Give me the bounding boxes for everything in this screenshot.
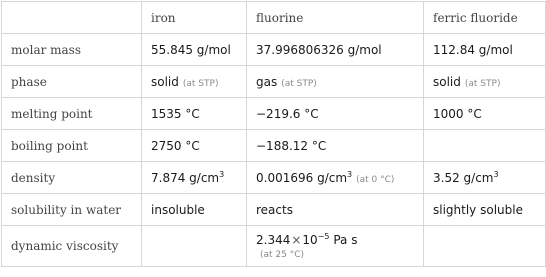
row-label-phase: phase: [2, 66, 142, 98]
phase-iron-note: (at STP): [182, 78, 219, 89]
density-iron: [142, 162, 247, 194]
viscosity-fluorine-exponent: −5: [317, 231, 330, 241]
density-ferric-fluoride-value: 3.52 g/cm: [433, 170, 494, 185]
times-sign: ×: [291, 232, 302, 247]
viscosity-fluorine-unit: Pa s: [333, 232, 358, 247]
phase-ferric-fluoride: [424, 66, 546, 98]
density-fluorine-exponent: 3: [347, 169, 353, 179]
phase-ferric-fluoride-note: (at STP): [464, 78, 501, 89]
phase-ferric-fluoride-value: solid: [433, 74, 461, 89]
row-label-viscosity: dynamic viscosity: [2, 226, 142, 267]
density-fluorine-note: (at 0 °C): [356, 174, 395, 185]
header-row: [2, 2, 546, 34]
melting-point-iron: 1535 °C: [142, 98, 247, 130]
row-label-melting-point: melting point: [2, 98, 142, 130]
header-iron: iron: [142, 2, 247, 34]
phase-fluorine-note: (at STP): [281, 78, 317, 89]
row-label-molar-mass: molar mass: [2, 34, 142, 66]
table-row: [2, 162, 546, 194]
phase-iron-value: solid: [151, 74, 179, 89]
density-fluorine-value: 0.001696 g/cm: [256, 170, 348, 185]
density-iron-value: 7.874 g/cm: [151, 170, 220, 185]
molar-mass-fluorine: 37.996806326 g/mol: [247, 34, 424, 66]
row-label-density: density: [2, 162, 142, 194]
viscosity-fluorine-base: 10: [302, 232, 318, 247]
phase-fluorine: [247, 66, 424, 98]
table-row: [2, 66, 546, 98]
viscosity-fluorine: [247, 226, 424, 267]
boiling-point-ferric-fluoride: [424, 130, 546, 162]
molar-mass-ferric-fluoride: 112.84 g/mol: [424, 34, 546, 66]
density-fluorine: [247, 162, 424, 194]
table-row: [2, 194, 546, 226]
boiling-point-fluorine: −188.12 °C: [247, 130, 424, 162]
table-row: [2, 34, 546, 66]
boiling-point-iron: 2750 °C: [142, 130, 247, 162]
solubility-ferric-fluoride: slightly soluble: [424, 194, 546, 226]
density-iron-exponent: 3: [219, 169, 225, 179]
row-label-boiling-point: boiling point: [2, 130, 142, 162]
phase-fluorine-value: gas: [256, 74, 278, 89]
viscosity-ferric-fluoride: [424, 226, 546, 267]
phase-iron: [142, 66, 247, 98]
table-row: [2, 98, 546, 130]
header-ferric-fluoride: ferric fluoride: [424, 2, 546, 34]
density-ferric-fluoride: [424, 162, 546, 194]
viscosity-fluorine-note: (at 25 °C): [260, 249, 305, 260]
row-label-solubility: solubility in water: [2, 194, 142, 226]
properties-table: [1, 1, 546, 267]
melting-point-fluorine: −219.6 °C: [247, 98, 424, 130]
density-ferric-fluoride-exponent: 3: [493, 169, 499, 179]
table-row: [2, 226, 546, 267]
header-fluorine: fluorine: [247, 2, 424, 34]
melting-point-ferric-fluoride: 1000 °C: [424, 98, 546, 130]
viscosity-fluorine-mantissa: 2.344: [256, 232, 291, 247]
solubility-fluorine: reacts: [247, 194, 424, 226]
header-empty-cell: [2, 2, 142, 34]
viscosity-iron: [142, 226, 247, 267]
solubility-iron: insoluble: [142, 194, 247, 226]
molar-mass-iron: 55.845 g/mol: [142, 34, 247, 66]
table-row: [2, 130, 546, 162]
